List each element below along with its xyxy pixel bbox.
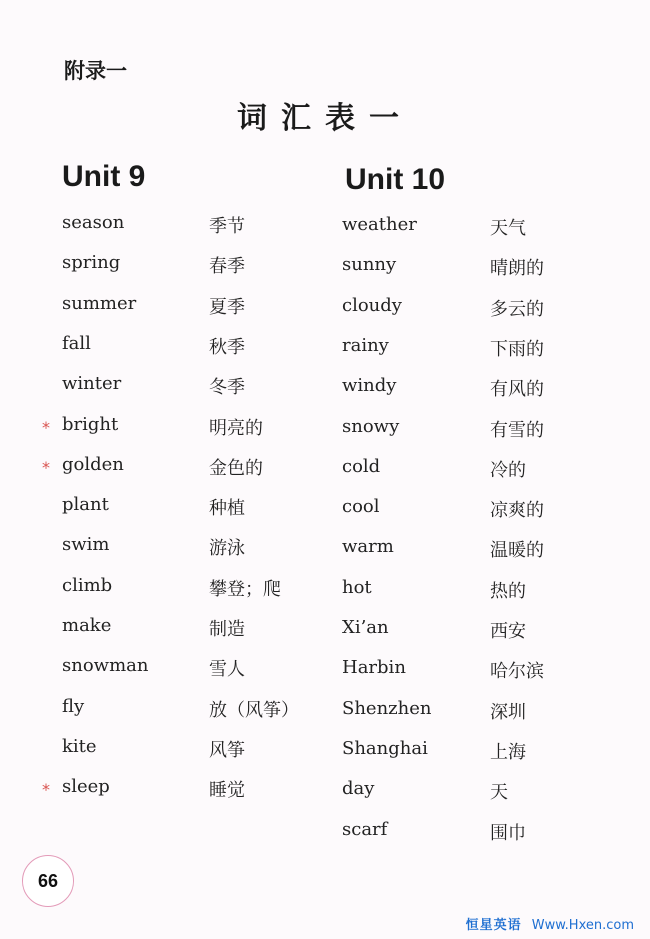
word-chinese: 明亮的 [209,417,263,439]
word-chinese: 围巾 [490,822,526,844]
word-english: sunny [342,254,397,276]
word-chinese: 有雪的 [490,419,544,441]
word-english: cool [342,496,380,518]
word-chinese: 西安 [490,621,526,642]
word-chinese: 热的 [490,580,526,602]
word-english: sleep [62,776,110,798]
word-english: scarf [342,818,388,840]
word-english: spring [62,252,121,274]
word-english: fall [62,332,91,354]
star-marker: * [42,417,50,437]
watermark-url: Www.Hxen.com [531,918,634,933]
word-english: cloudy [342,294,402,316]
word-english: climb [62,574,113,596]
word-english: cold [342,455,381,477]
word-english: bright [62,413,119,435]
appendix-label: 附录一 [64,59,127,83]
star-marker: * [42,457,50,477]
word-english: weather [342,214,417,235]
word-chinese: 游泳 [209,538,245,560]
word-english: Shenzhen [342,697,432,719]
word-english: plant [62,494,109,516]
word-chinese: 凉爽的 [490,500,544,522]
word-english: fly [62,695,85,717]
word-english: hot [342,576,372,598]
page-title: 词汇表一 [237,101,413,136]
word-chinese: 种植 [209,498,245,520]
word-english: Harbin [342,657,406,679]
word-english: Shanghai [342,737,428,759]
word-chinese: 上海 [490,741,526,763]
word-english: rainy [342,334,389,356]
word-chinese: 金色的 [209,457,263,479]
word-chinese: 睡觉 [209,780,245,802]
word-chinese: 放（风筝） [209,699,299,721]
word-english: kite [62,735,97,757]
word-chinese: 制造 [209,619,245,640]
word-chinese: 晴朗的 [490,258,544,280]
word-chinese: 春季 [209,256,245,278]
word-english: snowman [62,655,149,677]
word-chinese: 季节 [209,216,245,237]
word-chinese: 雪人 [209,659,245,681]
word-chinese: 哈尔滨 [490,661,544,683]
word-chinese: 夏季 [209,296,245,318]
word-chinese: 天气 [490,218,526,239]
word-english: winter [62,373,122,395]
page-number-text: 66 [37,870,59,891]
word-chinese: 下雨的 [490,338,544,360]
word-english: swim [62,534,110,556]
word-chinese: 秋季 [209,336,245,358]
word-chinese: 温暖的 [490,540,544,562]
unit-10-heading: Unit 10 [345,163,446,196]
word-english: windy [342,375,397,397]
word-english: season [62,212,125,233]
word-chinese: 冷的 [490,459,526,481]
unit-9-heading: Unit 9 [62,160,146,193]
word-chinese: 多云的 [490,298,544,320]
word-chinese: 风筝 [209,739,245,761]
word-english: make [62,615,112,636]
word-chinese: 有风的 [490,379,544,401]
word-english: snowy [342,415,400,437]
watermark-brand: 恒星英语 [465,918,522,933]
word-english: golden [62,453,124,475]
word-english: warm [342,536,394,558]
word-chinese: 深圳 [490,701,526,723]
word-english: day [342,778,375,800]
word-english: Xi’an [342,617,389,638]
site-watermark [466,914,634,933]
page-number [22,855,74,907]
star-marker: * [42,780,50,800]
word-english: summer [62,292,137,314]
word-chinese: 攀登；爬 [209,578,281,600]
word-chinese: 天 [490,782,508,804]
word-chinese: 冬季 [209,377,245,399]
